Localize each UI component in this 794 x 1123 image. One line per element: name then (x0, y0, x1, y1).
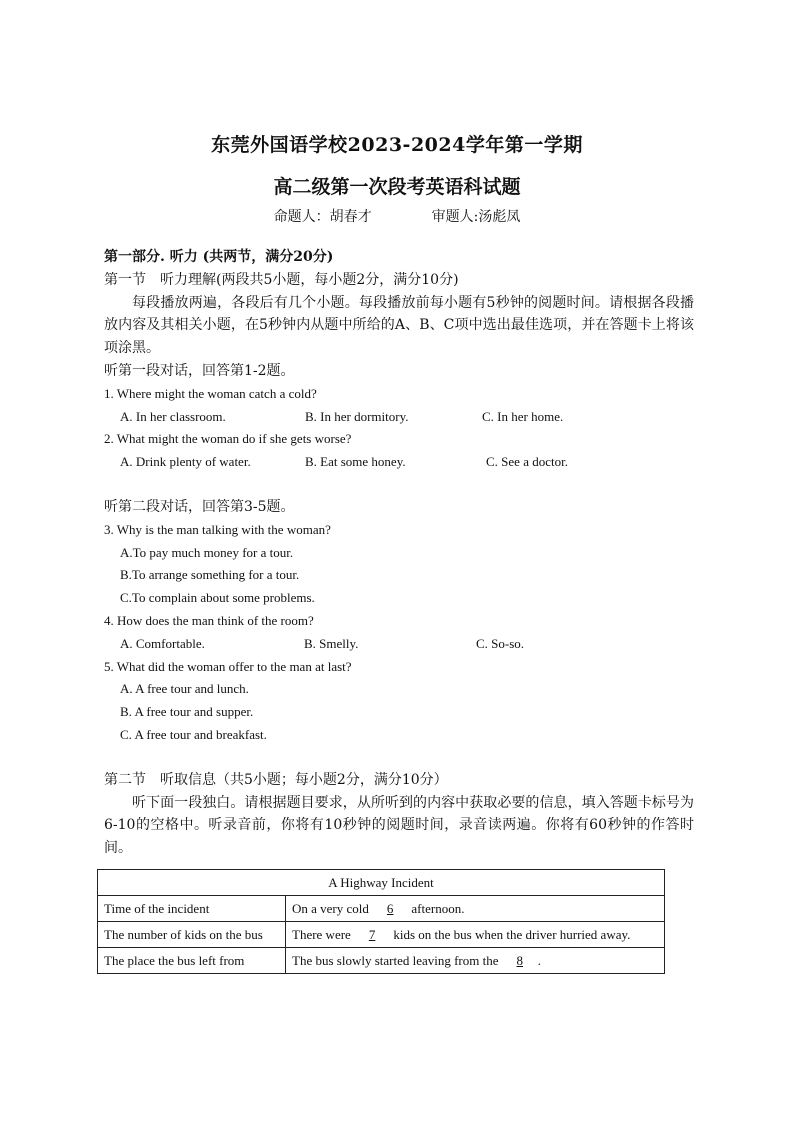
option-b: B. In her dormitory. (305, 408, 409, 424)
option-c: C. See a doctor. (486, 454, 568, 470)
question-2-options (104, 451, 694, 474)
question-1-options (104, 406, 694, 429)
dialog1-heading: 听第一段对话，回答第1-2题。 (104, 362, 295, 379)
question-5-option-a: A. A free tour and lunch. (120, 681, 249, 697)
table-header-row (98, 870, 665, 896)
question-reviewer: 审题人:汤彪凤 (431, 209, 521, 225)
section1-instructions: 每段播放两遍，各段后有几个小题。每段播放前每小题有5秒钟的阅题时间。请根据各段播放内容及其相关小题，在5秒钟内从题中所给的A、B、C项中选出最佳选项，并在答题卡上将该项涂黑。 (104, 294, 694, 357)
section1-heading: 第一节 听力理解(两段共5小题，每小题2分，满分10分) (104, 271, 459, 288)
row-content: The bus slowly started leaving from the 8 . (286, 948, 665, 974)
table-row (98, 948, 665, 974)
question-5: 5. What did the woman offer to the man at last? (104, 658, 352, 674)
question-3-option-b: B.To arrange something for a tour. (120, 567, 300, 583)
row-content: There were 7 kids on the bus when the driver hurried away. (286, 922, 665, 948)
table-title: A Highway Incident (98, 870, 665, 896)
section2-heading: 第二节 听取信息（共5小题；每小题2分，满分10分） (104, 771, 448, 788)
option-a: A. In her classroom. (120, 408, 226, 424)
incident-info-table (97, 869, 665, 974)
exam-paper-title: 高二级第一次段考英语科试题 (273, 176, 521, 198)
question-1: 1. Where might the woman catch a cold? (104, 385, 317, 401)
option-c: C. In her home. (482, 408, 564, 424)
option-a: A. Drink plenty of water. (120, 454, 251, 470)
question-5-option-c: C. A free tour and breakfast. (120, 726, 267, 742)
question-2: 2. What might the woman do if she gets worse? (104, 431, 352, 447)
question-setter: 命题人：胡春才 (273, 209, 372, 225)
section2-instructions: 听下面一段独白。请根据题目要求，从所听到的内容中获取必要的信息，填入答题卡标号为6-10的空格中。听录音前，你将有10秒钟的阅题时间，录音读两遍。你将有60秒钟的作答时间。 (104, 794, 694, 857)
part1-heading: 第一部分. 听力 (共两节，满分20分) (104, 249, 334, 265)
question-3-option-a: A.To pay much money for a tour. (120, 544, 294, 560)
answer-blank-8[interactable]: 8 (516, 953, 524, 968)
table-row (98, 922, 665, 948)
option-b: B. Smelly. (304, 635, 359, 651)
exam-authors (0, 206, 794, 226)
row-content: On a very cold 6 afternoon. (286, 896, 665, 922)
table-row (98, 896, 665, 922)
question-5-option-b: B. A free tour and supper. (120, 704, 254, 720)
answer-blank-6[interactable]: 6 (386, 901, 394, 916)
dialog2-heading: 听第二段对话，回答第3-5题。 (104, 498, 295, 515)
option-c: C. So-so. (476, 635, 525, 651)
exam-school-title: 东莞外国语学校2023-2024学年第一学期 (211, 134, 583, 156)
row-label: Time of the incident (98, 896, 286, 922)
exam-body (104, 246, 694, 860)
question-3: 3. Why is the man talking with the woman? (104, 521, 331, 537)
answer-blank-7[interactable]: 7 (368, 927, 376, 942)
option-b: B. Eat some honey. (305, 454, 406, 470)
question-3-option-c: C.To complain about some problems. (120, 590, 315, 606)
question-4-options (104, 633, 694, 656)
row-label: The number of kids on the bus (98, 922, 286, 948)
option-a: A. Comfortable. (120, 635, 205, 651)
row-label: The place the bus left from (98, 948, 286, 974)
question-4: 4. How does the man think of the room? (104, 612, 314, 628)
